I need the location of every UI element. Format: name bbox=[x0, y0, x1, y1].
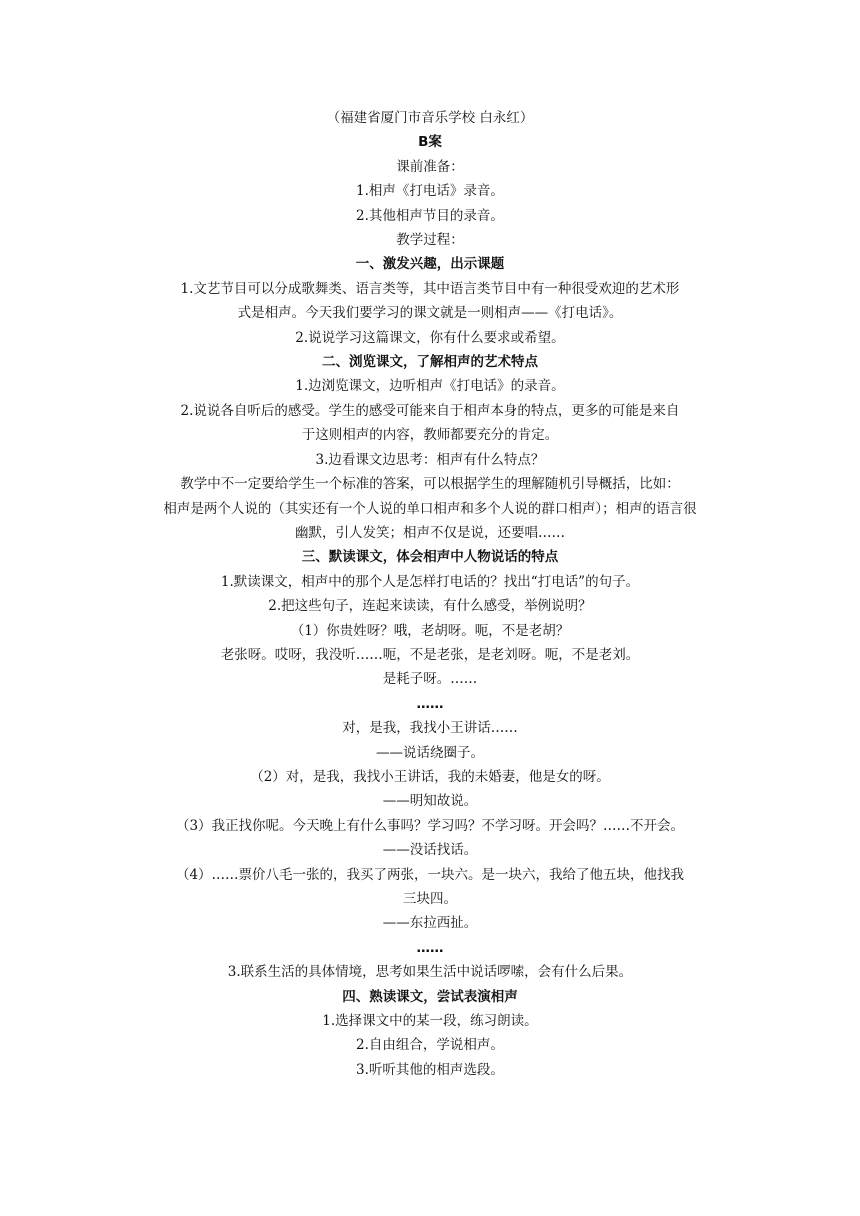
paragraph-line: 式是相声。今天我们要学习的课文就是一则相声——《打电话》。 bbox=[237, 305, 623, 322]
paragraph-line: 3.联系生活的具体情境，思考如果生活中说话啰嗦，会有什么后果。 bbox=[227, 964, 633, 981]
example-line: （1）你贵姓呀？哦，老胡呀。呃，不是老胡？ bbox=[290, 622, 570, 639]
document-page bbox=[128, 106, 732, 1082]
prep-item: 2.其他相声节目的录音。 bbox=[356, 207, 504, 224]
ellipsis-separator: …… bbox=[416, 939, 444, 956]
example-line: （3）我正找你呢。今天晚上有什么事吗？学习吗？不学习呀。开会吗？……不开会。 bbox=[175, 817, 685, 834]
paragraph-line: 2.说说学习这篇课文，你有什么要求或希望。 bbox=[295, 329, 565, 346]
paragraph-line: 相声是两个人说的（其实还有一个人说的单口相声和多个人说的群口相声）；相声的语言很 bbox=[163, 500, 697, 517]
paragraph-line: 2.说说各自听后的感受。学生的感受可能来自于相声本身的特点，更多的可能是来自 bbox=[180, 402, 680, 419]
paragraph-line: 2.把这些句子，连起来读读，有什么感受，举例说明？ bbox=[268, 598, 592, 615]
paragraph-line: 于这则相声的内容，教师都要充分的肯定。 bbox=[301, 427, 559, 444]
example-line: 老张呀。哎呀，我没听……呃，不是老张，是老刘呀。呃，不是老刘。 bbox=[220, 646, 640, 663]
paragraph-line: 1.文艺节目可以分成歌舞类、语言类等，其中语言类节目中有一种很受欢迎的艺术形 bbox=[180, 280, 680, 297]
list-item: 1.选择课文中的某一段，练习朗读。 bbox=[322, 1013, 538, 1030]
example-line: 对，是我，我找小王讲话…… bbox=[342, 720, 518, 737]
process-heading: 教学过程： bbox=[396, 232, 464, 249]
section-4-heading: 四、熟读课文，尝试表演相声 bbox=[342, 988, 518, 1005]
prep-heading: 课前准备： bbox=[396, 158, 464, 175]
section-2-heading: 二、浏览课文，了解相声的艺术特点 bbox=[322, 354, 538, 371]
prep-item: 1.相声《打电话》录音。 bbox=[356, 183, 504, 200]
plan-title: B案 bbox=[418, 134, 442, 151]
list-item: 2.自由组合，学说相声。 bbox=[356, 1037, 504, 1054]
list-item: 3.听听其他的相声选段。 bbox=[356, 1061, 504, 1078]
example-line: （2）对，是我，我找小王讲话，我的未婚妻，他是女的呀。 bbox=[250, 768, 610, 785]
paragraph-line: 教学中不一定要给学生一个标准的答案，可以根据学生的理解随机引导概括，比如： bbox=[180, 476, 680, 493]
paragraph-line: 1.默读课文，相声中的那个人是怎样打电话的？找出“打电话”的句子。 bbox=[220, 573, 640, 590]
paragraph-line: 幽默，引人发笑；相声不仅是说，还要唱…… bbox=[295, 524, 565, 541]
paragraph-line: 3.边看课文边思考：相声有什么特点？ bbox=[315, 451, 545, 468]
example-line: 是耗子呀。…… bbox=[382, 671, 478, 688]
example-line: （4）……票价八毛一张的，我买了两张，一块六。是一块六，我给了他五块，他找我 bbox=[175, 866, 685, 883]
example-note: ——没话找话。 bbox=[382, 842, 478, 859]
example-note: ——明知故说。 bbox=[382, 793, 478, 810]
section-1-heading: 一、激发兴趣，出示课题 bbox=[355, 256, 505, 273]
example-line: 三块四。 bbox=[403, 891, 457, 907]
paragraph-line: 1.边浏览课文，边听相声《打电话》的录音。 bbox=[295, 378, 565, 395]
example-note: ——说话绕圈子。 bbox=[376, 744, 484, 761]
ellipsis-separator: …… bbox=[416, 695, 444, 712]
section-3-heading: 三、默读课文，体会相声中人物说话的特点 bbox=[301, 549, 559, 566]
byline: （福建省厦门市音乐学校 白永红） bbox=[326, 110, 534, 126]
example-note: ——东拉西扯。 bbox=[382, 915, 478, 932]
